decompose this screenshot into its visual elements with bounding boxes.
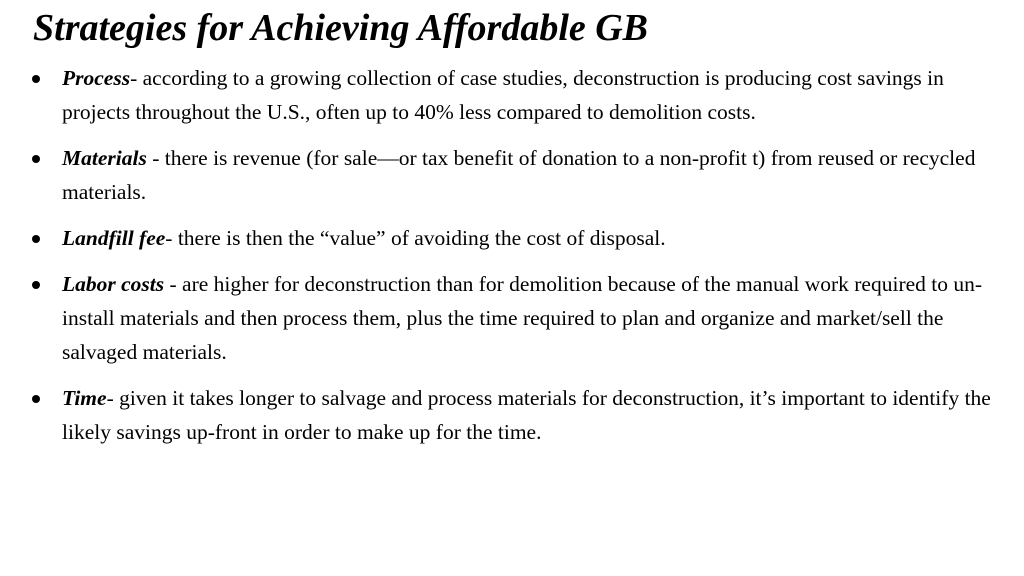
bullet-term: Time bbox=[62, 386, 107, 410]
bullet-term: Landfill fee bbox=[62, 226, 166, 250]
bullet-term: Labor costs bbox=[62, 272, 165, 296]
bullet-text: - given it takes longer to salvage and process materials for deconstruction, it’s important to identify the likely savings up-front in order to make up for the time. bbox=[62, 386, 991, 444]
bullet-text: - according to a growing collection of case studies, deconstruction is producing cost savings in projects throughout the U.S., often up to 40% less compared to demolition costs. bbox=[62, 66, 944, 124]
bullet-term: Materials bbox=[62, 146, 147, 170]
bullet-text: - there is then the “value” of avoiding the cost of disposal. bbox=[165, 226, 666, 250]
bullet-text: - are higher for deconstruction than for demolition because of the manual work required to un-install materials and then process them, plus the time required to plan and organize and market/sell the salvaged materials. bbox=[62, 272, 983, 364]
bullet-process bbox=[0, 61, 1024, 129]
bullet-list bbox=[0, 61, 1024, 461]
bullet-dot-icon bbox=[32, 155, 40, 163]
bullet-labor-costs bbox=[0, 267, 1024, 369]
bullet-dot-icon bbox=[32, 235, 40, 243]
bullet-text: - there is revenue (for sale—or tax benefit of donation to a non-profit t) from reused or recycled materials. bbox=[62, 146, 976, 204]
bullet-materials bbox=[0, 141, 1024, 209]
bullet-dot-icon bbox=[32, 75, 40, 83]
bullet-dot-icon bbox=[32, 395, 40, 403]
bullet-landfill-fee bbox=[0, 221, 1024, 255]
slide-title: Strategies for Achieving Affordable GB bbox=[33, 7, 649, 49]
bullet-time bbox=[0, 381, 1024, 449]
bullet-term: Process bbox=[62, 66, 131, 90]
bullet-dot-icon bbox=[32, 281, 40, 289]
